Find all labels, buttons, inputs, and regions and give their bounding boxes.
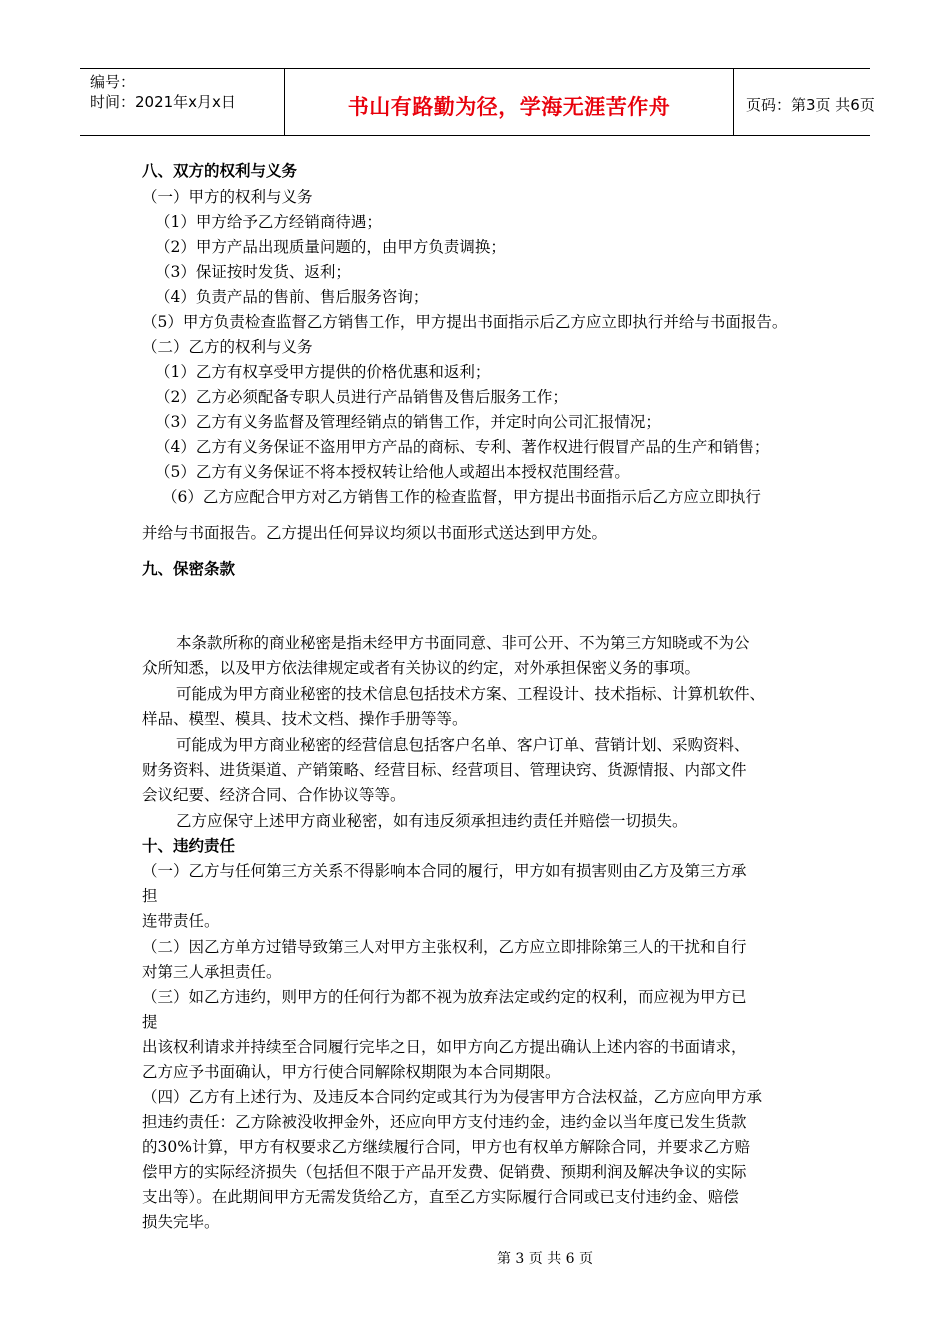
paragraph-line: 可能成为甲方商业秘密的经营信息包括客户名单、客户订单、营销计划、采购资料、 — [176, 736, 750, 754]
clause-line: （四）乙方有上述行为、及违反本合同约定或其行为为侵害甲方合法权益，乙方应向甲方承 — [142, 1088, 763, 1106]
header-motto: 书山有路勤为径，学海无涯苦作舟 — [347, 95, 671, 119]
clause-line: （3）乙方有义务监督及管理经销点的销售工作，并定时向公司汇报情况； — [155, 413, 661, 431]
clause-line: （4）负责产品的售前、售后服务咨询； — [155, 288, 429, 306]
paragraph-line: 乙方应保守上述甲方商业秘密，如有违反须承担违约责任并赔偿一切损失。 — [176, 812, 688, 830]
clause-line: （1）乙方有权享受甲方提供的价格优惠和返利； — [155, 363, 491, 381]
document-number-label: 编号： — [90, 73, 136, 91]
header-motto-cell — [284, 69, 734, 135]
paragraph-line: 本条款所称的商业秘密是指未经甲方书面同意、非可公开、不为第三方知晓或不为公 — [176, 634, 750, 652]
clause-line: 乙方应予书面确认，甲方行使合同解除权期限为本合同期限。 — [142, 1063, 561, 1081]
paragraph-line: 财务资料、进货渠道、产销策略、经营目标、经营项目、管理诀窍、货源情报、内部文件 — [142, 761, 747, 779]
page-footer: 第 3 页 共 6 页 — [496, 1251, 594, 1267]
clause-line: （5）乙方有义务保证不将本授权转让给他人或超出本授权范围经营。 — [155, 463, 630, 481]
clause-line: （一）乙方与任何第三方关系不得影响本合同的履行，甲方如有损害则由乙方及第三方承 — [142, 862, 747, 880]
clause-line: （二）因乙方单方过错导致第三人对甲方主张权利，乙方应立即排除第三人的干扰和自行 — [142, 938, 747, 956]
clause-line: （6）乙方应配合甲方对乙方销售工作的检查监督，甲方提出书面指示后乙方应立即执行 — [162, 488, 761, 506]
clause-line: 提 — [142, 1013, 158, 1031]
clause-line: （1）甲方给予乙方经销商待遇； — [155, 213, 382, 231]
clause-line: 担 — [142, 887, 158, 905]
clause-line: （2）甲方产品出现质量问题的，由甲方负责调换； — [155, 238, 506, 256]
clause-line: （4）乙方有义务保证不盗用甲方产品的商标、专利、著作权进行假冒产品的生产和销售； — [155, 438, 770, 456]
clause-line: （5）甲方负责检查监督乙方销售工作，甲方提出书面指示后乙方应立即执行并给与书面报告。 — [142, 313, 788, 331]
clause-line: 损失完毕。 — [142, 1213, 220, 1231]
paragraph-line: 样品、模型、模具、技术文档、操作手册等等。 — [142, 710, 468, 728]
section-heading: 十、违约责任 — [142, 837, 236, 855]
subsection-heading: （二）乙方的权利与义务 — [142, 338, 313, 356]
section-heading: 八、双方的权利与义务 — [142, 162, 298, 180]
clause-line: 出该权利请求并持续至合同履行完毕之日，如甲方向乙方提出确认上述内容的书面请求， — [142, 1038, 747, 1056]
clause-line: （三）如乙方违约，则甲方的任何行为都不视为放弃法定或约定的权利，而应视为甲方已 — [142, 988, 747, 1006]
subsection-heading: （一）甲方的权利与义务 — [142, 188, 313, 206]
header-page-info: 页码：第3页 共6页 — [746, 96, 875, 114]
clause-line: 担违约责任：乙方除被没收押金外，还应向甲方支付违约金，违约金以当年度已发生货款 — [142, 1113, 747, 1131]
clause-line: 支出等）。在此期间甲方无需发货给乙方，直至乙方实际履行合同或已支付违约金、赔偿 — [142, 1188, 739, 1206]
clause-line: 连带责任。 — [142, 912, 220, 930]
clause-line: 的30%计算，甲方有权要求乙方继续履行合同，甲方也有权单方解除合同，并要求乙方赔 — [142, 1138, 750, 1156]
paragraph-line: 可能成为甲方商业秘密的技术信息包括技术方案、工程设计、技术指标、计算机软件、 — [176, 685, 766, 703]
header-page-cell — [734, 69, 875, 135]
document-date-label: 时间：2021年x月x日 — [90, 93, 236, 111]
clause-line: 偿甲方的实际经济损失（包括但不限于产品开发费、促销费、预期利润及解决争议的实际 — [142, 1163, 747, 1181]
section-heading: 九、保密条款 — [142, 560, 236, 578]
document-header — [80, 68, 875, 136]
header-left-cell — [80, 69, 284, 135]
clause-line: （3）保证按时发货、返利； — [155, 263, 351, 281]
paragraph-line: 众所知悉，以及甲方依法律规定或者有关协议的约定，对外承担保密义务的事项。 — [142, 659, 701, 677]
clause-line: 对第三人承担责任。 — [142, 963, 282, 981]
clause-line: （2）乙方必须配备专职人员进行产品销售及售后服务工作； — [155, 388, 568, 406]
clause-line: 并给与书面报告。乙方提出任何异议均须以书面形式送达到甲方处。 — [142, 524, 608, 542]
paragraph-line: 会议纪要、经济合同、合作协议等等。 — [142, 786, 406, 804]
